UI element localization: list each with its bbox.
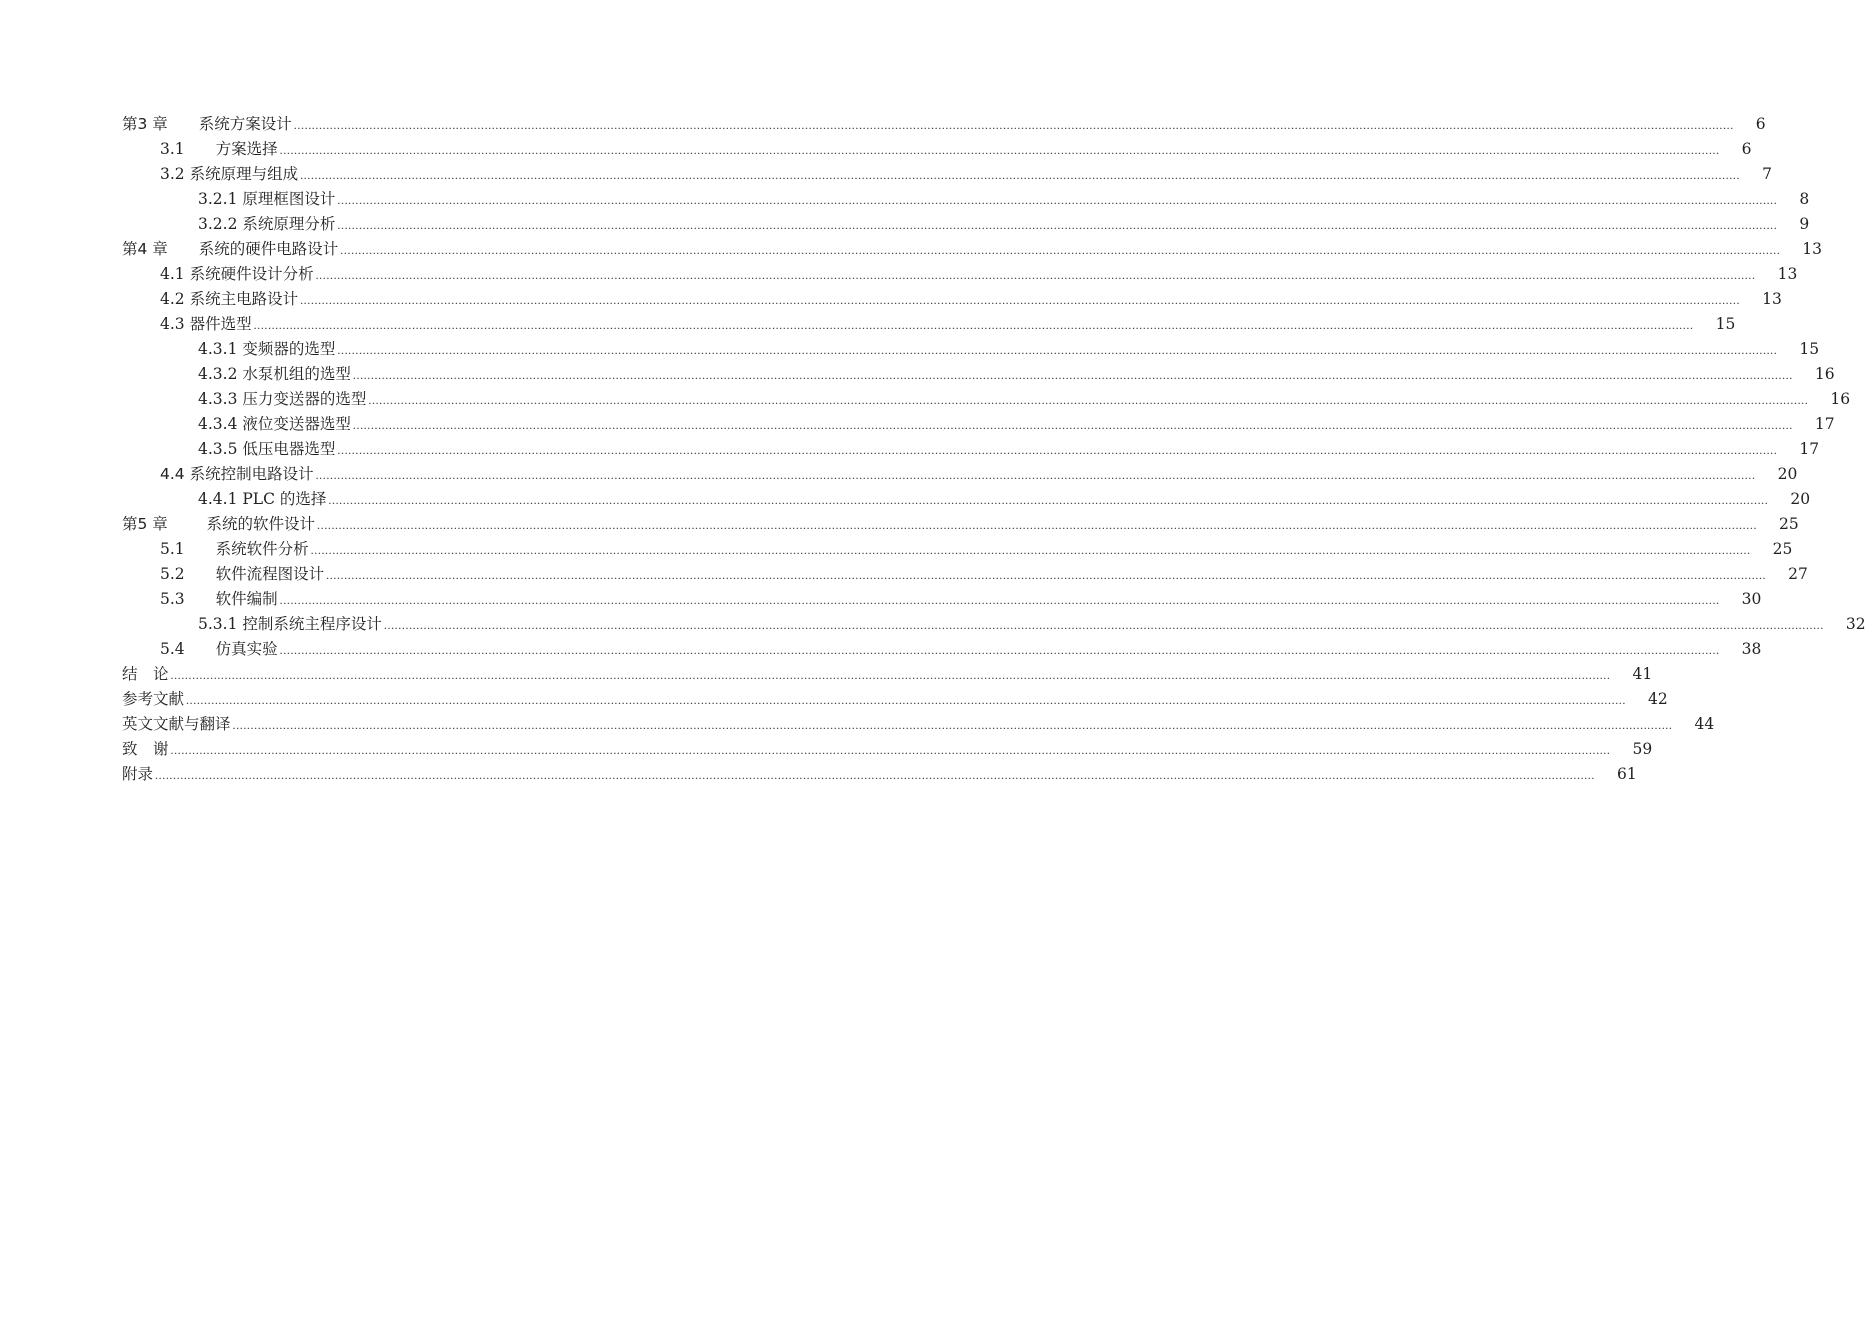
toc-entry-page: 42: [1648, 690, 1668, 708]
toc-entry-title: 4.3.3 压力变送器的选型: [198, 390, 367, 408]
toc-entry-title: 致 谢: [122, 740, 169, 758]
toc-leader-dots: ................................................................................................................................................................................................................................................................................................................................................................................................................: [300, 168, 1741, 182]
toc-entry[interactable]: [122, 212, 1810, 237]
toc-leader-dots: ................................................................................................................................................................................................................................................................................................................................................................................................................: [340, 243, 1781, 257]
toc-entry[interactable]: [122, 162, 1772, 187]
toc-entry-title: 5.1 系统软件分析: [160, 540, 309, 558]
toc-entry-title: 3.2.2 系统原理分析: [198, 215, 336, 233]
toc-entry-page: 59: [1632, 740, 1653, 758]
toc-entry-title: 4.4 系统控制电路设计: [160, 465, 314, 483]
toc-entry[interactable]: [122, 312, 1736, 337]
toc-leader-dots: ................................................................................................................................................................................................................................................................................................................................................................................................................: [383, 618, 1824, 632]
toc-entry-page: 25: [1772, 540, 1793, 558]
toc-leader-dots: ................................................................................................................................................................................................................................................................................................................................................................................................................: [279, 143, 1720, 157]
toc-entry-title: 4.3.2 水泵机组的选型: [198, 365, 351, 383]
toc-leader-dots: ................................................................................................................................................................................................................................................................................................................................................................................................................: [315, 268, 1756, 282]
toc-leader-dots: ................................................................................................................................................................................................................................................................................................................................................................................................................: [279, 643, 1720, 657]
toc-leader-dots: ................................................................................................................................................................................................................................................................................................................................................................................................................: [293, 118, 1734, 132]
toc-entry-page: 38: [1741, 640, 1762, 658]
toc-entry[interactable]: [122, 637, 1762, 662]
toc-leader-dots: ................................................................................................................................................................................................................................................................................................................................................................................................................: [170, 743, 1611, 757]
toc-entry-title: 5.3 软件编制: [160, 590, 278, 608]
toc-entry-title: 4.2 系统主电路设计: [160, 290, 299, 308]
toc-leader-dots: ................................................................................................................................................................................................................................................................................................................................................................................................................: [352, 368, 1793, 382]
toc-entry-page: 20: [1777, 465, 1798, 483]
toc-entry[interactable]: [122, 712, 1715, 737]
toc-entry[interactable]: [122, 587, 1762, 612]
toc-entry[interactable]: [122, 762, 1637, 787]
toc-entry[interactable]: [122, 137, 1752, 162]
toc-entry-page: 16: [1830, 390, 1851, 408]
toc-entry-title: 英文文献与翻译: [122, 715, 231, 733]
toc-entry[interactable]: [122, 387, 1851, 412]
toc-entry-page: 44: [1694, 715, 1715, 733]
toc-entry-title: 4.3 器件选型: [160, 315, 252, 333]
toc-leader-dots: ................................................................................................................................................................................................................................................................................................................................................................................................................: [315, 468, 1756, 482]
toc-leader-dots: ................................................................................................................................................................................................................................................................................................................................................................................................................: [253, 318, 1694, 332]
toc-leader-dots: ................................................................................................................................................................................................................................................................................................................................................................................................................: [155, 768, 1596, 782]
toc-entry-page: 6: [1741, 140, 1752, 158]
toc-leader-dots: ................................................................................................................................................................................................................................................................................................................................................................................................................: [337, 443, 1778, 457]
toc-entry-page: 16: [1814, 365, 1835, 383]
toc-entry-title: 第3 章 系统方案设计: [122, 115, 292, 133]
toc-entry-title: 第5 章 系统的软件设计: [122, 515, 316, 533]
toc-entry[interactable]: [122, 487, 1811, 512]
toc-entry-title: 3.1 方案选择: [160, 140, 278, 158]
toc-entry-title: 4.3.4 液位变送器选型: [198, 415, 351, 433]
toc-leader-dots: ................................................................................................................................................................................................................................................................................................................................................................................................................: [232, 718, 1673, 732]
toc-entry-title: 4.3.5 低压电器选型: [198, 440, 336, 458]
toc-entry[interactable]: [122, 437, 1820, 462]
toc-entry[interactable]: [122, 687, 1668, 712]
toc-entry[interactable]: [122, 612, 1866, 637]
toc-leader-dots: ................................................................................................................................................................................................................................................................................................................................................................................................................: [279, 593, 1720, 607]
toc-entry-page: 17: [1814, 415, 1835, 433]
toc-entry[interactable]: [122, 237, 1823, 262]
toc-entry-page: 15: [1799, 340, 1820, 358]
toc-entry[interactable]: [122, 537, 1793, 562]
toc-leader-dots: ................................................................................................................................................................................................................................................................................................................................................................................................................: [186, 693, 1627, 707]
toc-entry[interactable]: [122, 187, 1810, 212]
toc-leader-dots: ................................................................................................................................................................................................................................................................................................................................................................................................................: [337, 343, 1778, 357]
toc-entry-title: 第4 章 系统的硬件电路设计: [122, 240, 339, 258]
toc-entry-title: 结 论: [122, 665, 169, 683]
toc-entry-title: 4.4.1 PLC 的选择: [198, 490, 327, 508]
toc-entry-title: 3.2 系统原理与组成: [160, 165, 299, 183]
toc-entry[interactable]: [122, 412, 1835, 437]
toc-leader-dots: ................................................................................................................................................................................................................................................................................................................................................................................................................: [310, 543, 1751, 557]
toc-entry[interactable]: [122, 262, 1798, 287]
toc-entry-page: 27: [1788, 565, 1808, 583]
toc-entry[interactable]: [122, 337, 1820, 362]
toc-leader-dots: ................................................................................................................................................................................................................................................................................................................................................................................................................: [368, 393, 1809, 407]
toc-entry-title: 附录: [122, 765, 154, 783]
toc-leader-dots: ................................................................................................................................................................................................................................................................................................................................................................................................................: [317, 518, 1758, 532]
toc-entry-page: 6: [1755, 115, 1766, 133]
toc-entry-page: 13: [1802, 240, 1823, 258]
toc-entry[interactable]: [122, 462, 1798, 487]
toc-entry-page: 17: [1799, 440, 1820, 458]
toc-entry-page: 8: [1799, 190, 1810, 208]
toc-entry[interactable]: [122, 662, 1653, 687]
toc-entry[interactable]: [122, 512, 1799, 537]
toc-entry-page: 61: [1617, 765, 1637, 783]
toc-entry-page: 7: [1762, 165, 1772, 183]
toc-entry-title: 5.2 软件流程图设计: [160, 565, 325, 583]
toc-entry-page: 32: [1845, 615, 1866, 633]
toc-entry-page: 13: [1777, 265, 1798, 283]
toc-entry[interactable]: [122, 562, 1808, 587]
toc-leader-dots: ................................................................................................................................................................................................................................................................................................................................................................................................................: [300, 293, 1741, 307]
toc-entry-page: 20: [1790, 490, 1811, 508]
toc-entry[interactable]: [122, 737, 1653, 762]
toc-leader-dots: ................................................................................................................................................................................................................................................................................................................................................................................................................: [328, 493, 1769, 507]
toc-entry-page: 15: [1715, 315, 1736, 333]
toc-entry[interactable]: [122, 362, 1835, 387]
toc-entry-page: 25: [1779, 515, 1799, 533]
toc-entry-title: 参考文献: [122, 690, 185, 708]
toc-entry[interactable]: [122, 112, 1766, 137]
toc-leader-dots: ................................................................................................................................................................................................................................................................................................................................................................................................................: [326, 568, 1767, 582]
toc-leader-dots: ................................................................................................................................................................................................................................................................................................................................................................................................................: [337, 218, 1778, 232]
toc-entry-title: 4.3.1 变频器的选型: [198, 340, 336, 358]
toc-entry-title: 4.1 系统硬件设计分析: [160, 265, 314, 283]
toc-entry-title: 5.4 仿真实验: [160, 640, 278, 658]
toc-leader-dots: ................................................................................................................................................................................................................................................................................................................................................................................................................: [352, 418, 1793, 432]
toc-entry-title: 5.3.1 控制系统主程序设计: [198, 615, 382, 633]
toc-leader-dots: ................................................................................................................................................................................................................................................................................................................................................................................................................: [337, 193, 1778, 207]
toc-entry-title: 3.2.1 原理框图设计: [198, 190, 336, 208]
toc-entry[interactable]: [122, 287, 1782, 312]
toc-entry-page: 13: [1762, 290, 1782, 308]
toc-entry-page: 9: [1799, 215, 1810, 233]
toc-leader-dots: ................................................................................................................................................................................................................................................................................................................................................................................................................: [170, 668, 1611, 682]
table-of-contents: [122, 112, 1866, 787]
toc-entry-page: 30: [1741, 590, 1762, 608]
toc-entry-page: 41: [1632, 665, 1653, 683]
